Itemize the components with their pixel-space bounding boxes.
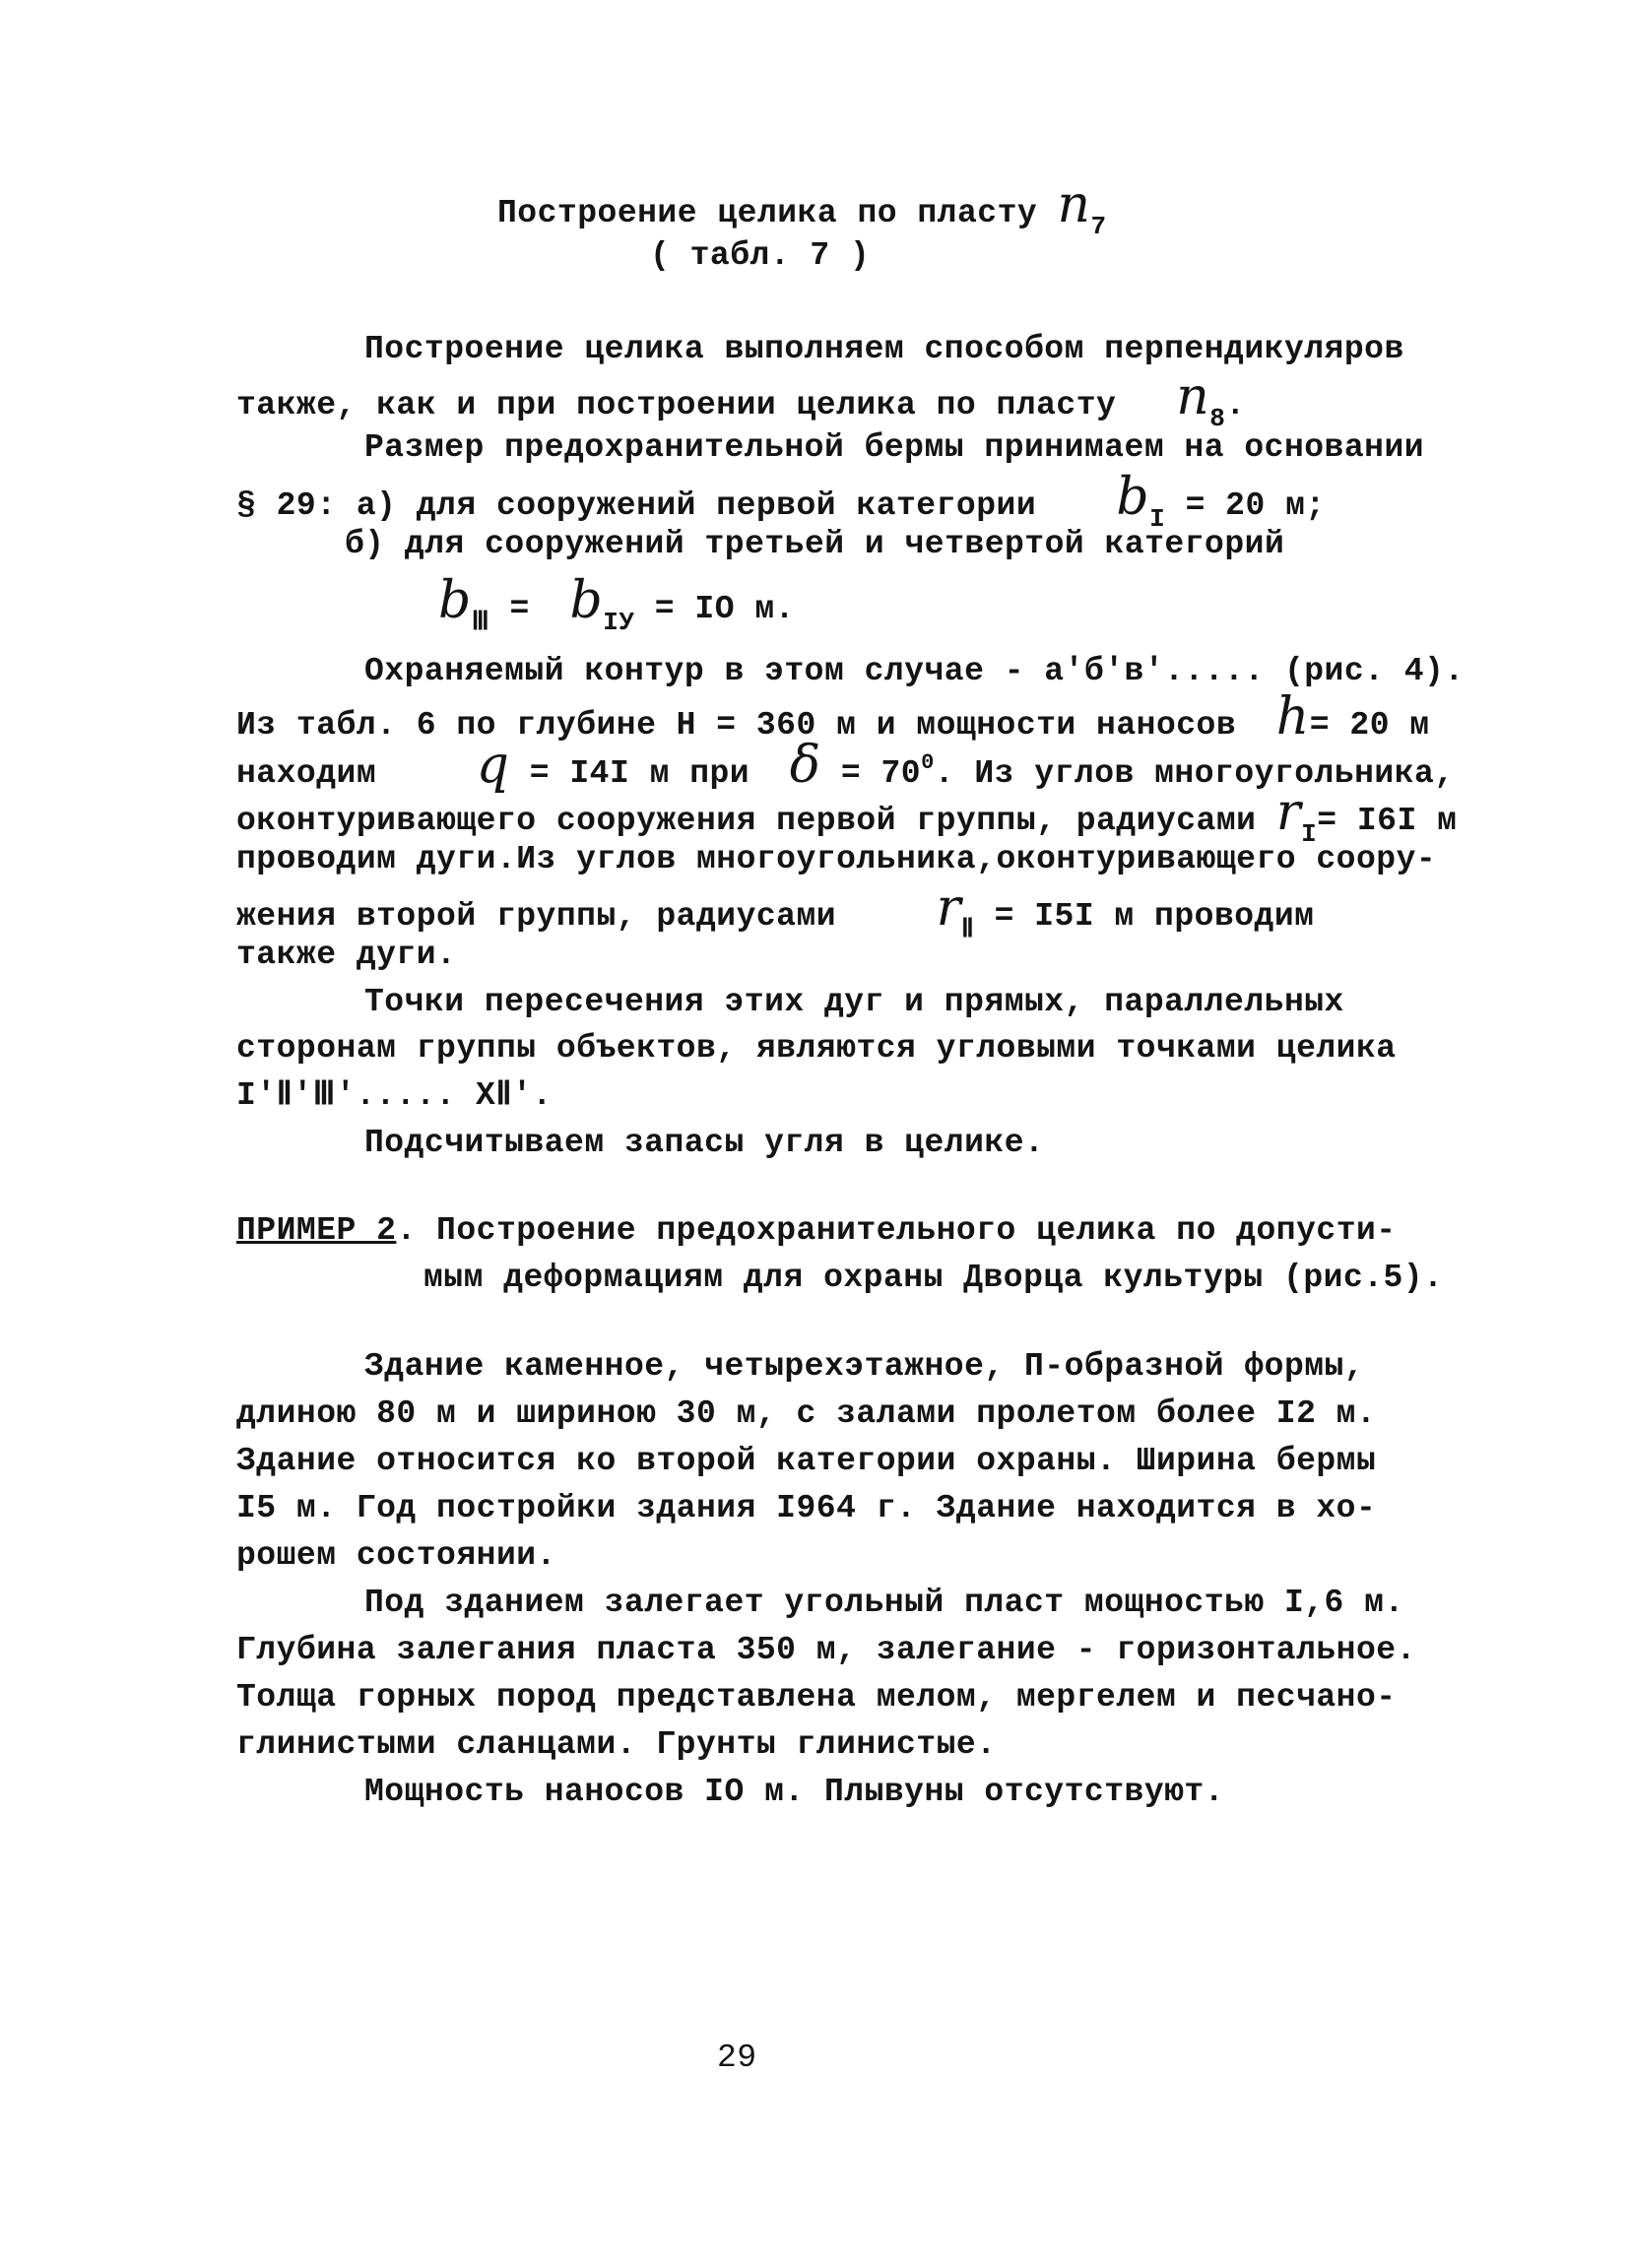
- text-span: . Построение предохранительного целика по допусти-: [396, 1212, 1397, 1249]
- berm-symbol: b: [438, 571, 472, 630]
- example-label: ПРИМЕР 2: [236, 1212, 397, 1249]
- text-line: Глубина залегания пласта 350 м, залегание - горизонтальное.: [236, 1632, 1416, 1668]
- text-span: = I6I м: [1317, 803, 1458, 839]
- q-symbol: q: [476, 736, 510, 795]
- text-line: сторонам группы объектов, являются угловыми точками целика: [236, 1030, 1397, 1067]
- text-span: = IO м.: [654, 591, 795, 627]
- example-heading: [236, 1211, 1397, 1251]
- delta-symbol: δ: [789, 736, 821, 795]
- text-line: Здание каменное, четырехэтажное, П-образной формы,: [364, 1348, 1365, 1385]
- text-span: . Из углов многоугольника,: [934, 755, 1455, 792]
- thickness-symbol: h: [1275, 687, 1310, 746]
- text-line: Мощность наносов IO м. Плывуны отсутствуют.: [364, 1774, 1225, 1810]
- berm-subscript: IУ: [603, 608, 635, 637]
- text-span: § 29: а) для сооружений первой категории: [236, 487, 1037, 524]
- berm-subscript: I: [1149, 504, 1166, 534]
- text-line: [236, 687, 1430, 746]
- section-title: [497, 175, 1107, 241]
- text-line: Подсчитываем запасы угля в целике.: [364, 1125, 1045, 1161]
- text-span: также, как и при построении целика по пласту: [236, 387, 1117, 423]
- text-span: = 20 м;: [1185, 487, 1326, 524]
- text-line: длиною 80 м и шириною 30 м, с залами пролетом более I2 м.: [236, 1395, 1377, 1432]
- seam-symbol: n: [1176, 367, 1210, 426]
- radius-symbol: r: [1275, 783, 1302, 842]
- text-line: глинистыми сланцами. Грунты глинистые.: [236, 1726, 997, 1763]
- text-span: = I4I м при: [529, 755, 750, 792]
- text-span: = 70: [840, 755, 922, 792]
- seam-subscript: 8: [1209, 404, 1226, 433]
- text-line: Толща горных пород представлена мелом, мергелем и песчано-: [236, 1679, 1397, 1716]
- text-line: [236, 783, 1458, 849]
- text-line: проводим дуги.Из углов многоугольника,оконтуривающего соору-: [236, 841, 1437, 877]
- text-line: рошем состоянии.: [236, 1537, 556, 1574]
- formula-line: [438, 571, 795, 637]
- radius-symbol: r: [936, 878, 961, 938]
- text-span: = I5I м проводим: [994, 898, 1315, 935]
- text-line: Здание относится ко второй категории охраны. Ширина бермы: [236, 1443, 1377, 1479]
- text-span: =: [509, 591, 530, 627]
- text-line: Под зданием залегает угольный пласт мощностью I,6 м.: [364, 1585, 1404, 1621]
- berm-subscript: Ⅲ: [471, 608, 490, 637]
- text-line: Построение целика выполняем способом перпендикуляров: [364, 331, 1404, 367]
- degree-superscript: 0: [921, 750, 935, 775]
- text-line: Точки пересечения этих дуг и прямых, параллельных: [364, 984, 1344, 1020]
- page-number: 29: [717, 2040, 757, 2076]
- text-span: .: [1225, 387, 1246, 423]
- title-text: Построение целика по пласту: [497, 195, 1038, 231]
- radius-subscript: Ⅱ: [961, 915, 975, 944]
- seam-subscript: 7: [1090, 212, 1107, 241]
- text-line: б) для сооружений третьей и четвертой категорий: [345, 526, 1285, 562]
- seam-symbol: n: [1057, 175, 1091, 234]
- text-span: Из табл. 6 по глубине Н = 360 м и мощности наносов: [236, 707, 1237, 744]
- text-line: Охраняемый контур в этом случае - а′б′в′..... (рис. 4).: [364, 653, 1465, 689]
- text-span: = 20 м: [1309, 707, 1430, 744]
- section-subtitle: ( табл. 7 ): [650, 237, 871, 274]
- text-span: оконтуривающего сооружения первой группы, радиусами: [236, 803, 1257, 839]
- berm-symbol: b: [569, 571, 604, 630]
- text-line: [236, 878, 1315, 944]
- radius-subscript: I: [1301, 819, 1318, 849]
- text-span: жения второй группы, радиусами: [236, 898, 837, 935]
- text-line: I5 м. Год постройки здания I964 г. Здание находится в хо-: [236, 1490, 1377, 1526]
- text-line: также дуги.: [236, 937, 457, 973]
- text-span: находим: [236, 755, 377, 792]
- example-heading-cont: мым деформациям для охраны Дворца культуры (рис.5).: [424, 1260, 1444, 1296]
- text-line: Размер предохранительной бермы принимаем на основании: [364, 429, 1425, 466]
- text-line: [236, 367, 1246, 433]
- text-line: [236, 468, 1326, 534]
- berm-symbol: b: [1116, 468, 1150, 527]
- text-line: I′Ⅱ′Ⅲ′..... XⅡ′.: [236, 1077, 553, 1114]
- text-line: [236, 736, 1455, 797]
